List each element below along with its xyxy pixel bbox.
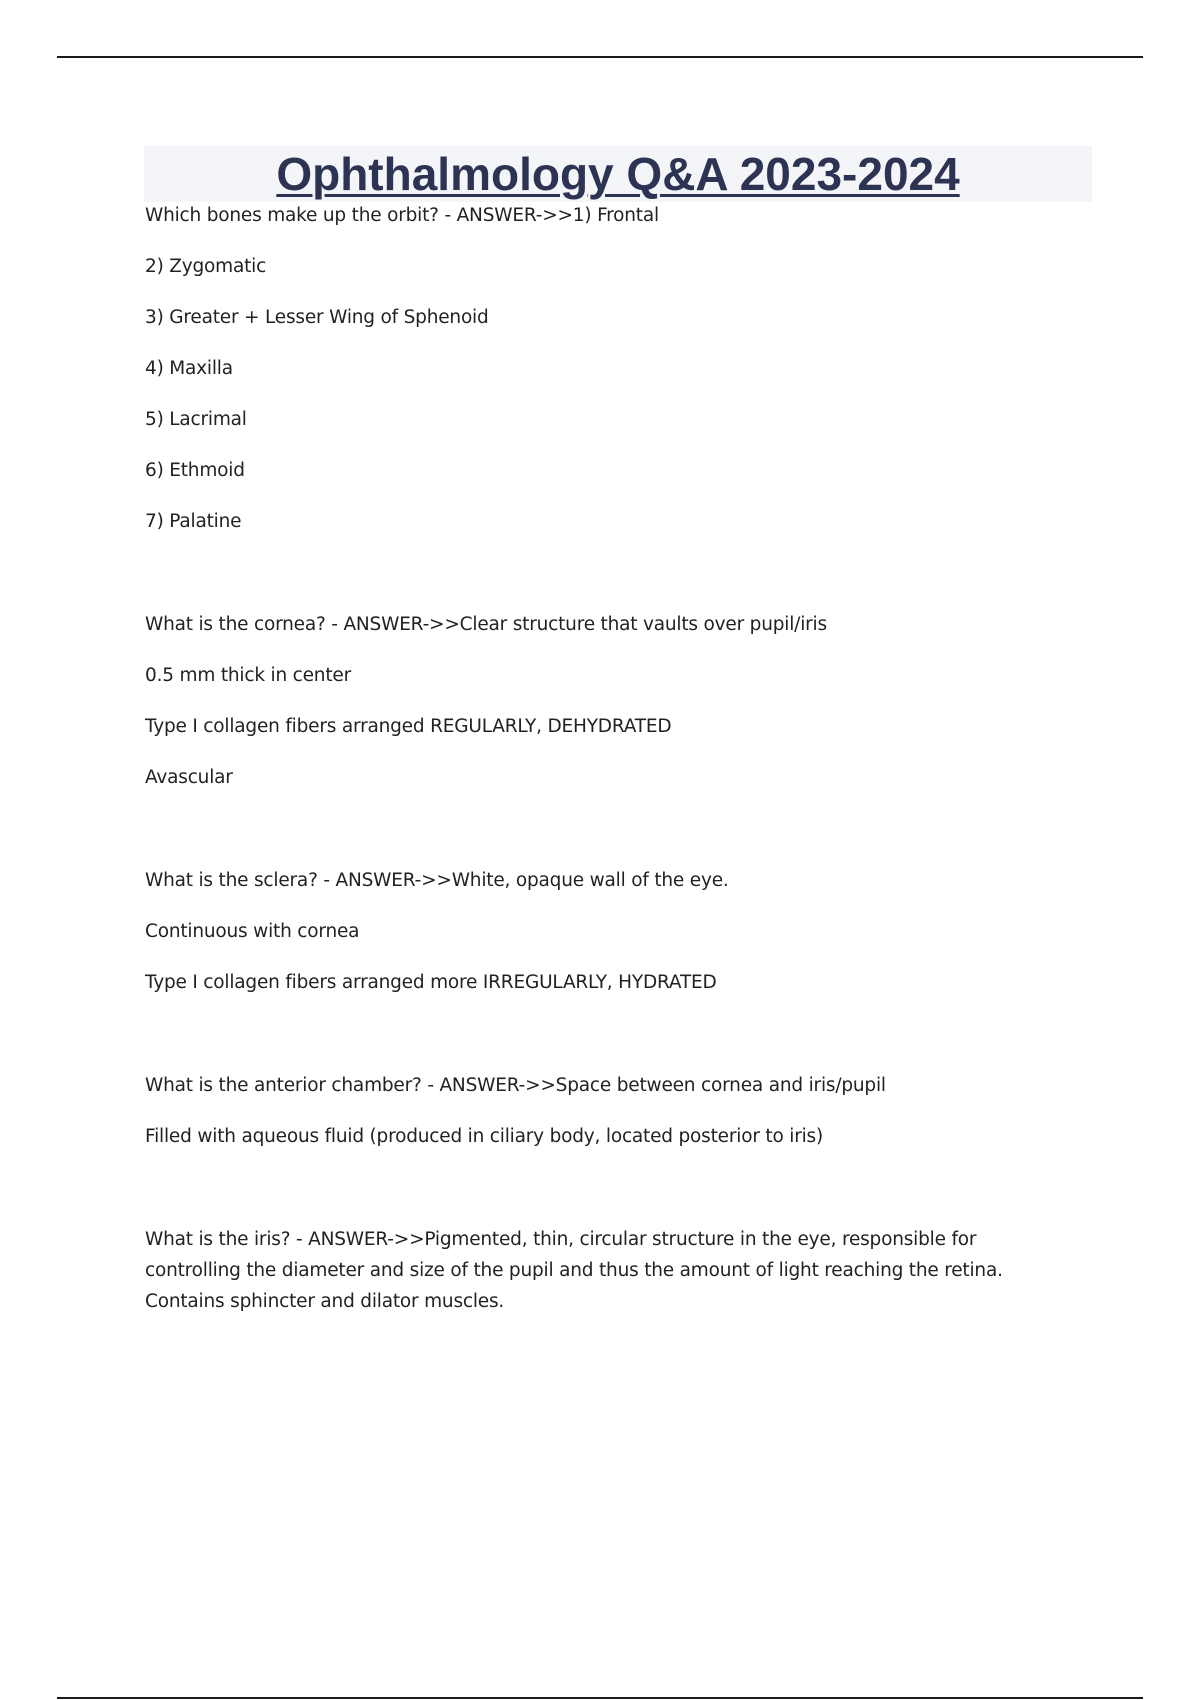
answer-line: 0.5 mm thick in center [145,665,351,686]
answer-line: 7) Palatine [145,511,242,532]
qa-sclera [145,868,1075,996]
question-line: What is the iris? - ANSWER->>Pigmented, thin, circular structure in the eye, responsible for controlling the diameter and size of the pupil and thus the amount of light reaching the retina. Contains sphincter and dilator muscles. [145,1229,1003,1312]
answer-line: 3) Greater + Lesser Wing of Sphenoid [145,307,489,328]
top-rule [57,56,1143,58]
question-line: Which bones make up the orbit? - ANSWER->>1) Frontal [145,205,659,226]
answer-line: 2) Zygomatic [145,256,267,277]
answer-line: Continuous with cornea [145,921,360,942]
answer-line: Type I collagen fibers arranged REGULARLY, DEHYDRATED [145,716,672,737]
answer-line: Filled with aqueous fluid (produced in ciliary body, located posterior to iris) [145,1126,823,1147]
question-line: What is the anterior chamber? - ANSWER->>Space between cornea and iris/pupil [145,1075,886,1096]
qa-cornea [145,612,1075,791]
bottom-rule [57,1697,1143,1699]
answer-line: Avascular [145,767,233,788]
qa-content [145,203,1075,1317]
page-title: Ophthalmology Q&A 2023-2024 [276,148,960,200]
qa-orbit-bones [145,203,1075,535]
qa-iris [145,1224,1075,1317]
answer-line: Type I collagen fibers arranged more IRREGULARLY, HYDRATED [145,972,717,993]
question-line: What is the sclera? - ANSWER->>White, opaque wall of the eye. [145,870,729,891]
answer-line: 5) Lacrimal [145,409,247,430]
qa-anterior-chamber [145,1073,1075,1150]
answer-line: 4) Maxilla [145,358,233,379]
answer-line: 6) Ethmoid [145,460,245,481]
question-line: What is the cornea? - ANSWER->>Clear structure that vaults over pupil/iris [145,614,827,635]
